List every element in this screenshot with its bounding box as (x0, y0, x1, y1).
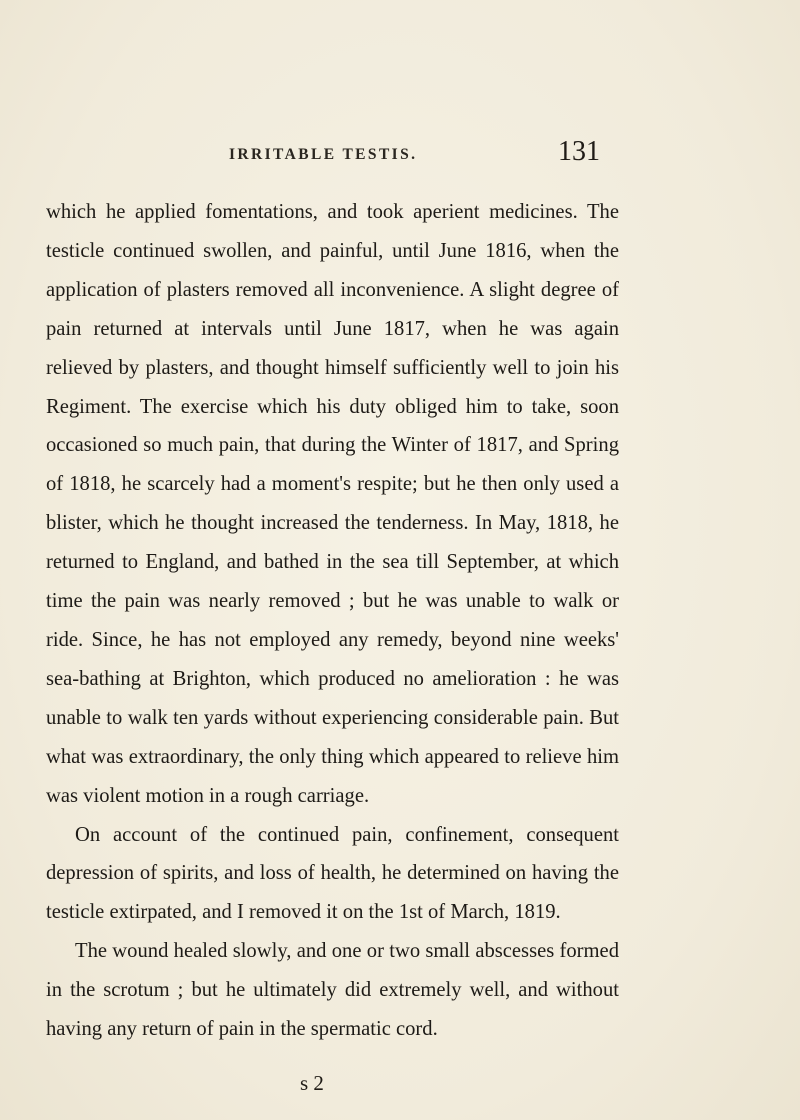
paragraph-2: On account of the continued pain, confinement, consequent depression of spirits, and loss of health, he determined on having the testicle extirpated, and I removed it on the 1st of March, 1819. (46, 823, 619, 924)
paragraph-1: which he applied fomentations, and took aperient medicines. The testicle continued swollen, and painful, until June 1816, when the application of plasters removed all inconvenience. A slight degree of pain returned at intervals until June 1817, when he was again relieved by plasters, and thought himself sufficiently well to join his Regiment. The exercise which his duty obliged him to take, soon occasioned so much pain, that during the Winter of 1817, and Spring of 1818, he scarcely had a moment's respite; but he then only used a blister, which he thought increased the tenderness. In May, 1818, he returned to England, and bathed in the sea till September, at which time the pain was nearly removed ; but he was unable to walk or ride. Since, he has not employed any remedy, beyond nine weeks' sea-bathing at Brighton, which produced no amelioration : he was unable to walk ten yards without experiencing considerable pain. But what was extraordinary, the only thing which appeared to relieve him was violent motion in a rough carriage. (46, 201, 619, 807)
signature-mark: s 2 (300, 1071, 324, 1095)
running-title: IRRITABLE TESTIS. (229, 146, 418, 163)
paragraph-3: The wound healed slowly, and one or two small abscesses formed in the scrotum ; but he ultimately did extremely well, and without having any return of pain in the spermatic cord. (46, 940, 619, 1041)
page-number: 131 (558, 136, 600, 167)
body-text (46, 193, 619, 1049)
running-head (0, 136, 800, 176)
